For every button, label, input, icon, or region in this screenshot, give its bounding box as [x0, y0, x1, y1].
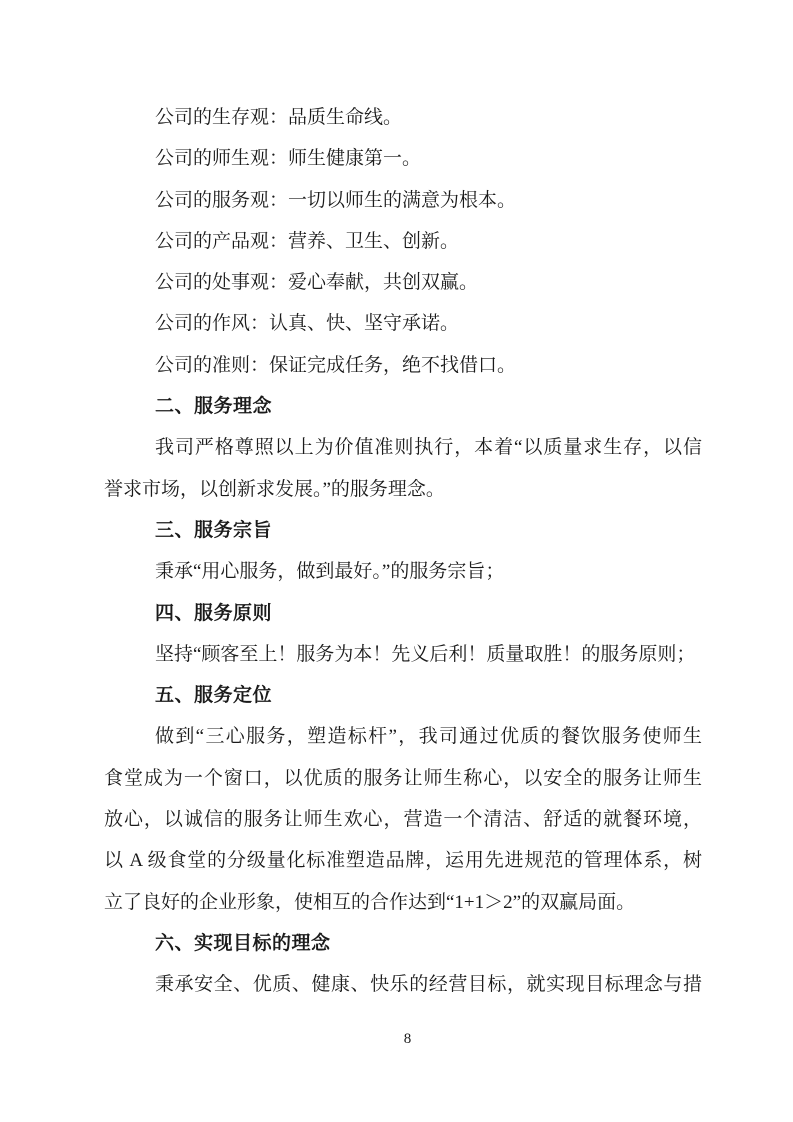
paragraph-line: 誉求市场，以创新求发展。”的服务理念。	[104, 478, 445, 500]
paragraph-line: 公司的产品观：营养、卫生、创新。	[155, 230, 460, 252]
paragraph-line: 公司的服务观：一切以师生的满意为根本。	[155, 189, 517, 211]
document-body	[104, 97, 702, 1006]
paragraph-line: 秉承安全、优质、健康、快乐的经营目标，就实现目标理念与措	[155, 974, 702, 996]
page-number: 8	[403, 1031, 412, 1047]
paragraph-line: 公司的处事观：爱心奉献，共创双赢。	[155, 272, 479, 294]
section-heading: 五、服务定位	[155, 685, 273, 707]
section-heading: 二、服务理念	[155, 396, 273, 418]
section-heading: 六、实现目标的理念	[155, 932, 331, 954]
paragraph-line: 放心，以诚信的服务让师生欢心，营造一个清洁、舒适的就餐环境，	[104, 809, 702, 831]
paragraph-line: 秉承“用心服务，做到最好。”的服务宗旨；	[155, 561, 505, 583]
paragraph-line: 公司的作风：认真、快、坚守承诺。	[155, 313, 460, 335]
section-heading: 四、服务原则	[155, 602, 273, 624]
paragraph-line: 公司的准则：保证完成任务，绝不找借口。	[155, 354, 517, 376]
paragraph-line: 以 A 级食堂的分级量化标准塑造品牌，运用先进规范的管理体系，树	[104, 850, 702, 872]
paragraph-line: 我司严格尊照以上为价值准则执行，本着“以质量求生存，以信	[155, 437, 702, 459]
paragraph-line: 坚持“顾客至上！服务为本！先义后利！质量取胜！的服务原则；	[155, 643, 696, 665]
paragraph-line: 公司的师生观：师生健康第一。	[155, 148, 422, 170]
section-heading: 三、服务宗旨	[155, 519, 273, 541]
paragraph-line: 立了良好的企业形象，使相互的合作达到“1+1＞2”的双赢局面。	[104, 891, 636, 913]
paragraph-line: 公司的生存观：品质生命线。	[155, 107, 403, 128]
paragraph-line: 食堂成为一个窗口，以优质的服务让师生称心，以安全的服务让师生	[104, 767, 702, 789]
paragraph-line: 做到“三心服务，塑造标杆”，我司通过优质的餐饮服务使师生	[155, 726, 702, 748]
